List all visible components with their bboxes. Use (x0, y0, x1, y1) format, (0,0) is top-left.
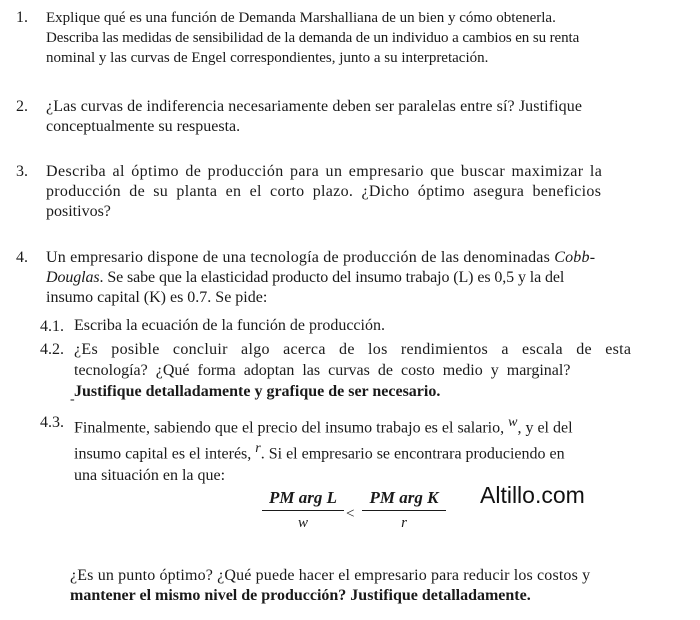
subitem-text (74, 339, 692, 402)
subitem-number: 4.2. (40, 341, 64, 358)
fraction-bar (362, 510, 446, 511)
interest-variable: r (255, 441, 261, 457)
question-line: Describa las medidas de sensibilidad de la demanda de un individuo a cambios en su renta (46, 30, 580, 46)
question-line: positivos? (46, 203, 111, 220)
subitem-line: Justifique detalladamente y grafique de ser necesario. (74, 383, 441, 400)
question-number: 2. (16, 98, 28, 115)
question-line: conceptualmente su respuesta. (46, 118, 241, 135)
question-number: 4. (16, 249, 28, 266)
subitem-text (74, 412, 692, 486)
left-numerator: PM arg L (269, 488, 337, 507)
wage-variable: w (508, 415, 518, 430)
question-line: Un empresario dispone de una tecnología de producción de las denominadas Cobb- (46, 249, 596, 266)
question-text (46, 162, 691, 222)
closing-text (70, 566, 695, 606)
left-fraction (262, 488, 344, 532)
stray-mark: - (70, 392, 75, 407)
question-number: 1. (16, 9, 28, 26)
closing-line: mantener el mismo nivel de producción? Justifique detalladamente. (70, 587, 531, 604)
question-text (46, 8, 691, 68)
right-numerator: PM arg K (369, 488, 439, 507)
subitem-line: ¿Es posible concluir algo acerca de los rendimientos a escala de esta (74, 341, 632, 358)
subitem-line: tecnología? ¿Qué forma adoptan las curvas de costo medio y marginal? (74, 362, 571, 379)
question-text (46, 97, 691, 137)
altillo-watermark: Altillo.com (480, 482, 585, 508)
closing-line: ¿Es un punto óptimo? ¿Qué puede hacer el empresario para reducir los costos y (70, 567, 591, 584)
question-text (46, 248, 691, 308)
question-number: 3. (16, 163, 28, 180)
subitem-number: 4.3. (40, 414, 64, 431)
question-line: Douglas. Se sabe que la elasticidad producto del insumo trabajo (L) es 0,5 y la del (46, 269, 565, 286)
question-line: ¿Las curvas de indiferencia necesariamente deben ser paralelas entre sí? Justifique (46, 98, 583, 115)
subitem-number: 4.1. (40, 318, 64, 335)
subitem-line: insumo capital es el interés, $^r$. Si el empresario se encontrara produciendo en (74, 441, 565, 463)
fraction-bar (262, 510, 344, 511)
question-line: insumo capital (K) es 0.7. Se pide: (46, 289, 268, 306)
question-line: nominal y las curvas de Engel correspondientes, junto a su interpretación. (46, 50, 489, 66)
right-fraction (362, 488, 446, 532)
left-denominator: w (297, 515, 308, 531)
subitem-line: una situación en la que: (74, 466, 226, 484)
subitem-line: Finalmente, sabiendo que el precio del insumo trabajo es el salario, $^w$, y el del (74, 415, 573, 437)
subitem-line: Escriba la ecuación de la función de producción. (74, 317, 385, 334)
less-than-operator: < (346, 506, 355, 522)
question-line: Describa al óptimo de producción para un empresario que buscar maximizar la (46, 163, 603, 180)
right-denominator: r (401, 515, 407, 531)
question-line: producción de su planta en el corto plazo. ¿Dicho óptimo asegura beneficios (46, 183, 602, 200)
question-line: Explique qué es una función de Demanda Marshalliana de un bien y cómo obtenerla. (46, 10, 556, 26)
marginal-product-inequality (262, 488, 462, 548)
subitem-text (74, 316, 692, 336)
